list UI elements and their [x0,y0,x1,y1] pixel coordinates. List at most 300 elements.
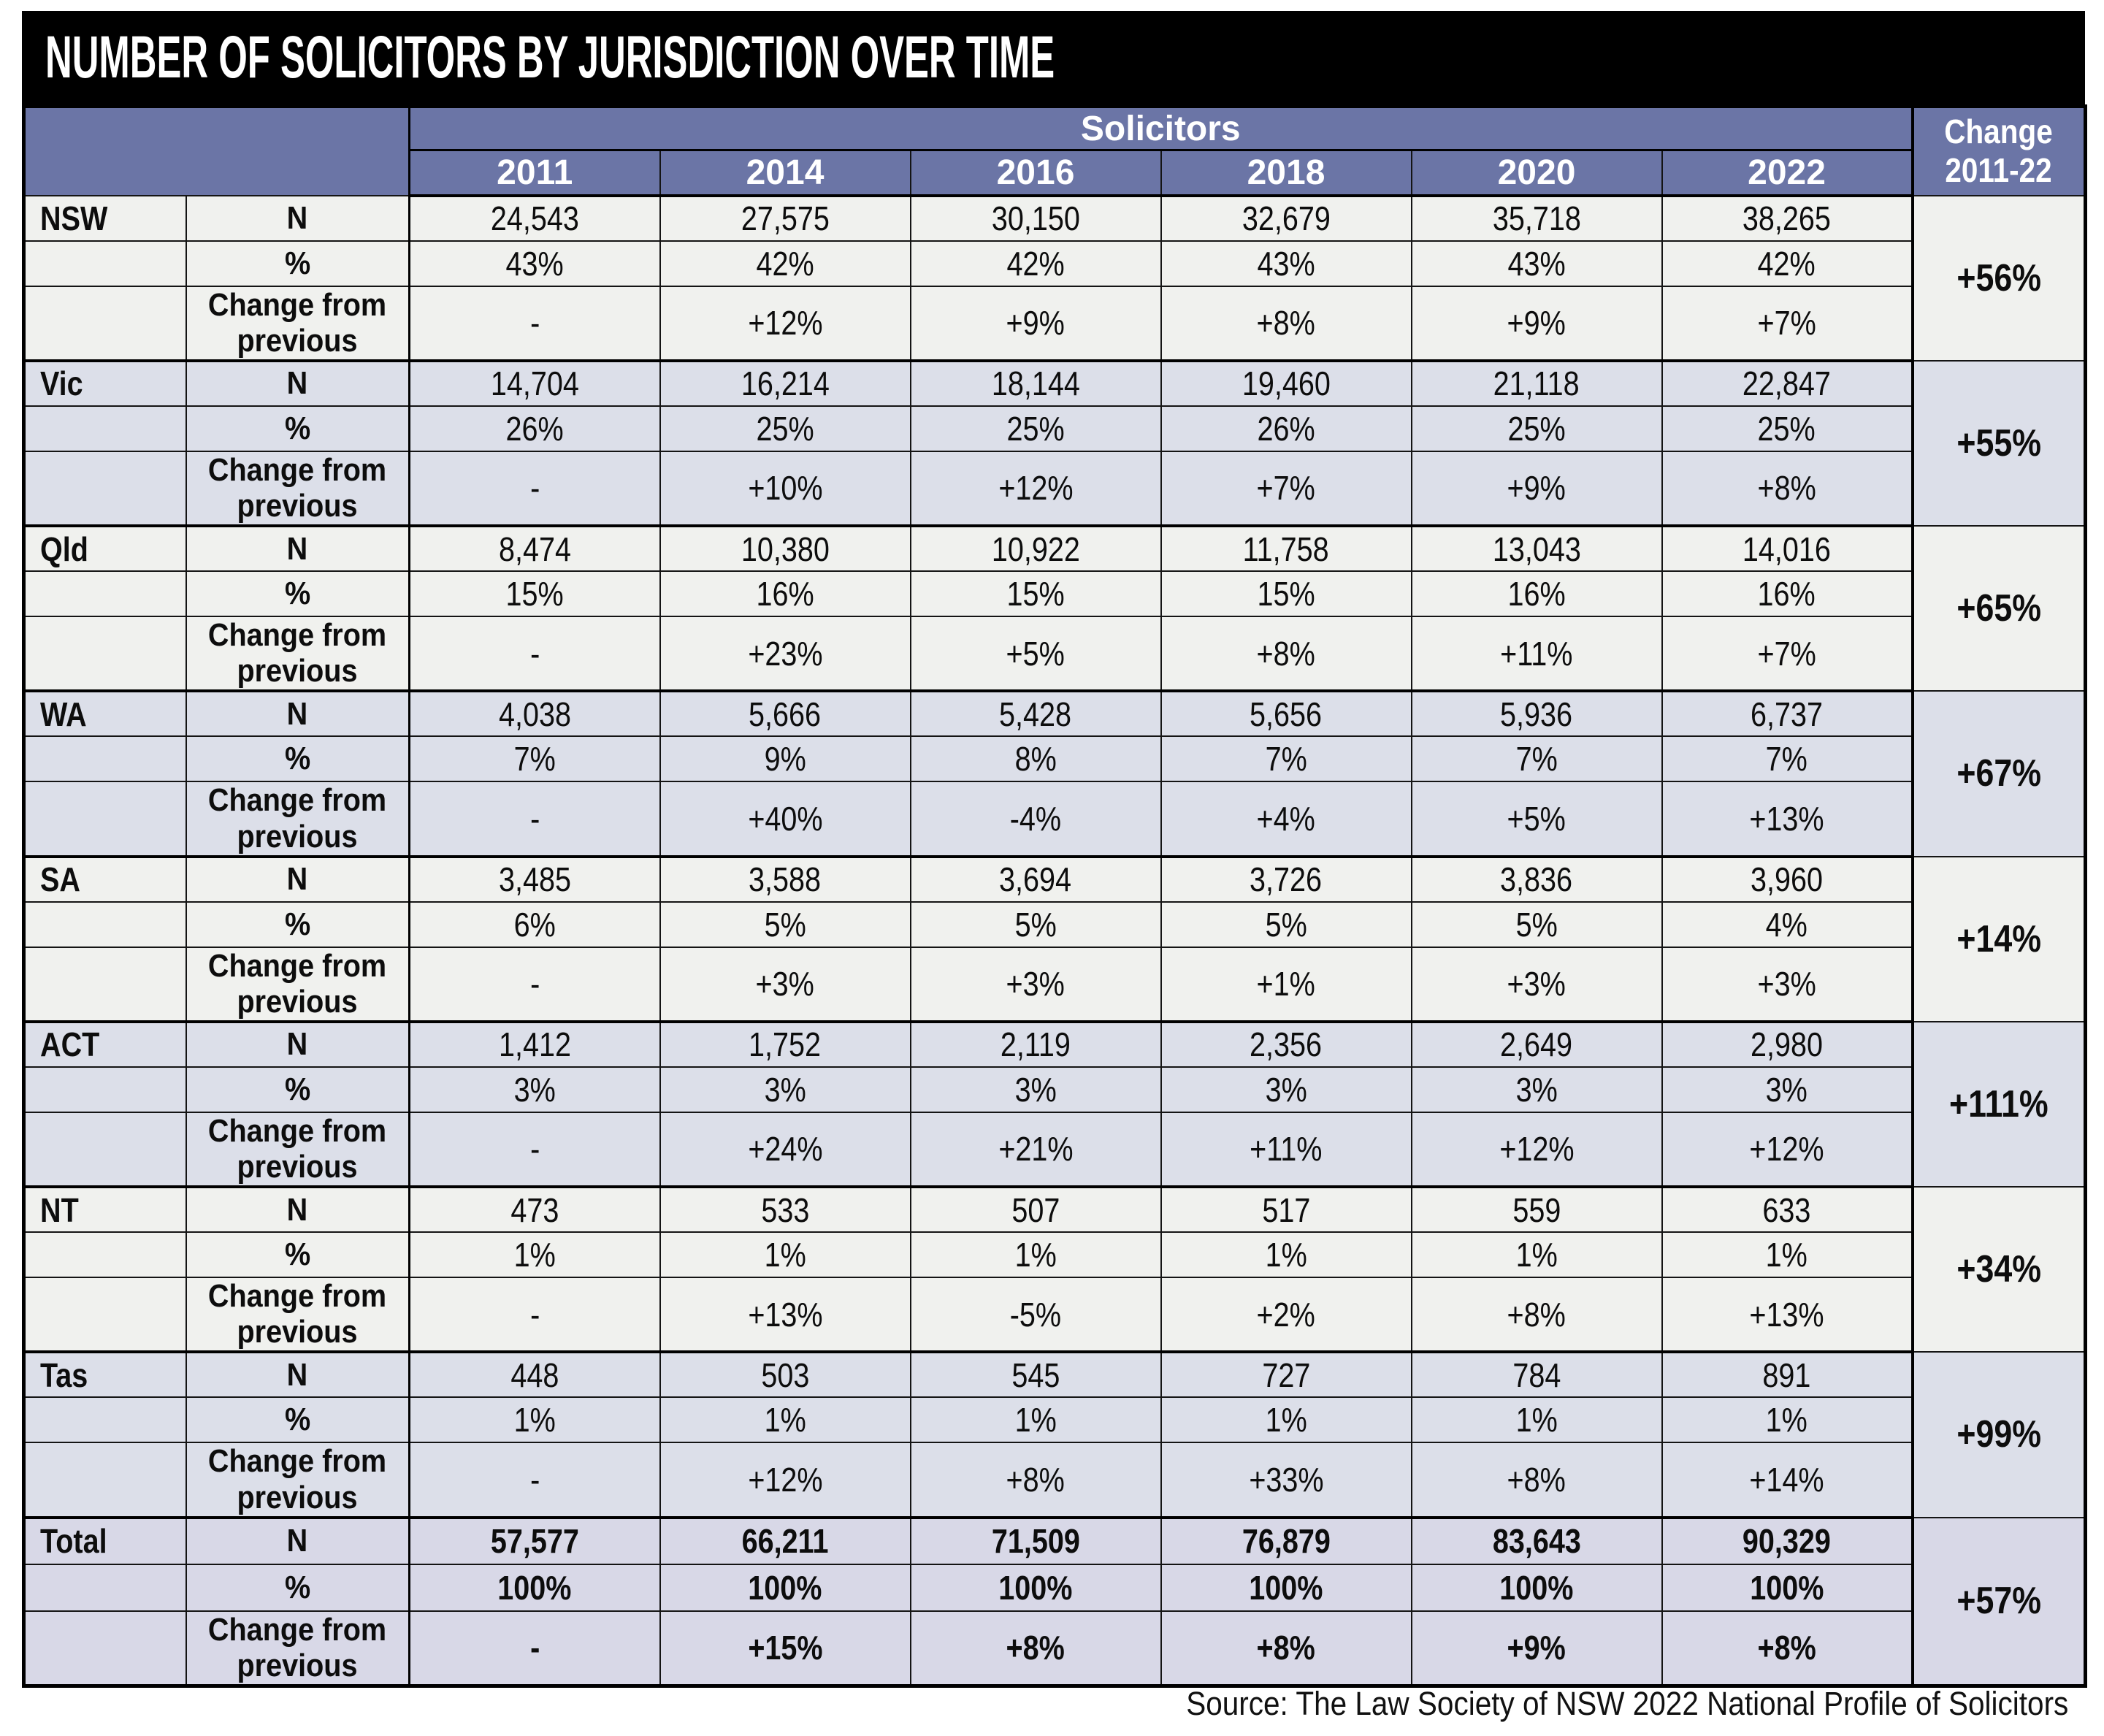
stat-label-pct [186,1564,410,1611]
year-header-label: 2014 [746,153,825,192]
change-value-cell-text: +3% [1006,965,1066,1003]
n-value-cell-text: 5,936 [1500,695,1573,733]
n-value-cell-text: 16,214 [741,364,830,403]
source-note-text: Source: The Law Society of NSW 2022 National Profile of Solicitors [1185,1685,2068,1722]
stat-label-n [186,1518,410,1564]
jurisdiction-label [24,1518,186,1564]
jurisdiction-label-empty [24,571,186,616]
jurisdiction-label-empty [24,736,186,781]
pct-value-cell [410,571,660,616]
change-value-cell-text: +12% [747,304,823,343]
pct-value-cell [1662,736,1913,781]
n-value-cell [1662,361,1913,406]
stat-label-pct-text: % [284,245,310,281]
n-value-cell-text: 6,737 [1751,695,1824,733]
change-value-cell [660,286,911,361]
jurisdiction-label-text: SA [40,860,80,899]
jurisdiction-label-empty [24,1277,186,1352]
n-value-cell [1662,196,1913,241]
year-header-label: 2018 [1247,153,1325,192]
change-value-cell-text: +33% [1248,1460,1324,1499]
stat-label-pct [186,406,410,451]
jurisdiction-label [24,526,186,571]
pct-value-cell-text: 43% [1257,244,1315,283]
change-value-cell [660,1112,911,1187]
stat-label-n [186,1187,410,1232]
table-row-sa-row-p [24,902,2086,947]
change-value-cell-text: +8% [1006,1629,1066,1667]
table-row-act-row-c [24,1112,2086,1187]
stat-label-n-text: N [286,1356,308,1393]
overall-change-cell-text: +111% [1949,1082,2048,1125]
n-value-cell [1662,1352,1913,1397]
stat-label-n-text: N [286,861,308,898]
n-value-cell-text: 10,922 [991,529,1080,568]
n-value-cell [1161,1022,1412,1067]
pct-value-cell [1412,241,1662,286]
n-value-cell [1412,857,1662,902]
change-value-cell [660,781,911,856]
change-value-cell-text: +8% [1256,304,1316,343]
change-value-cell-text: +7% [1757,634,1816,673]
change-value-cell-text: -4% [1009,799,1062,838]
table-row-vic-row-c [24,451,2086,526]
pct-value-cell-text: 5% [764,905,806,944]
pct-value-cell-text: 1% [1765,1236,1808,1274]
change-value-cell-text: +9% [1006,304,1066,343]
overall-change-cell-text: +56% [1956,256,2041,299]
jurisdiction-label [24,196,186,241]
change-value-cell [660,451,911,526]
n-value-cell [1662,1187,1913,1232]
pct-value-cell [660,406,911,451]
stat-label-change-text: Change from previous [208,782,387,854]
table-row-nsw-row-n [24,196,2086,241]
stat-label-n-text: N [286,1191,308,1228]
change-value-cell-text: +9% [1507,304,1566,343]
pct-value-cell [1161,406,1412,451]
pct-value-cell [660,571,911,616]
change-value-cell [1662,781,1913,856]
n-value-cell [410,691,660,736]
overall-change-cell-text: +57% [1956,1580,2041,1623]
change-value-cell [410,781,660,856]
n-value-cell-text: 3,836 [1500,860,1573,899]
stat-label-pct [186,241,410,286]
pct-value-cell [1662,1067,1913,1112]
pct-value-cell-text: 1% [1014,1236,1057,1274]
change-value-cell [660,1442,911,1517]
pct-value-cell-text: 1% [513,1236,556,1274]
n-value-cell-text: 35,718 [1492,199,1581,237]
table-row-nsw-row-c [24,286,2086,361]
change-value-cell-text: +8% [1507,1460,1566,1499]
change-value-cell [911,1277,1161,1352]
pct-value-cell [1161,736,1412,781]
jurisdiction-label-empty [24,902,186,947]
n-value-cell-text: 2,980 [1751,1025,1824,1064]
change-value-cell-text: +13% [1749,799,1824,838]
overall-change-cell [1913,1518,2086,1686]
n-value-cell [1662,526,1913,571]
table-row-wa-row-c [24,781,2086,856]
jurisdiction-label [24,857,186,902]
jurisdiction-label [24,1187,186,1232]
table-title-bar [22,11,2085,104]
jurisdiction-label-empty [24,1564,186,1611]
pct-value-cell [660,1564,911,1611]
pct-value-cell [911,1232,1161,1277]
n-value-cell [911,361,1161,406]
n-value-cell [1412,526,1662,571]
change-value-cell-text: +11% [1500,634,1573,673]
jurisdiction-label-empty [24,616,186,691]
change-value-cell [410,1611,660,1686]
change-value-cell [1161,451,1412,526]
change-value-cell-text: +3% [755,965,815,1003]
change-value-cell-text: +5% [1507,799,1566,838]
change-value-cell-text: +8% [1507,1295,1566,1334]
pct-value-cell [1161,1067,1412,1112]
stat-label-n [186,361,410,406]
n-value-cell-text: 32,679 [1242,199,1331,237]
change-value-cell-text: +40% [747,799,823,838]
stat-label-change-text: Change from previous [208,947,387,1020]
change-value-cell-text: +8% [1757,1629,1816,1667]
change-value-cell-text: +13% [747,1295,823,1334]
pct-value-cell-text: 26% [1257,409,1315,448]
n-value-cell-text: 473 [510,1190,559,1229]
pct-value-cell-text: 3% [1265,1070,1307,1109]
jurisdiction-label [24,1022,186,1067]
n-value-cell-text: 19,460 [1242,364,1331,403]
stat-label-pct [186,571,410,616]
n-value-cell [660,196,911,241]
n-value-cell-text: 545 [1011,1355,1060,1394]
change-value-cell-text: +9% [1507,469,1566,508]
change-value-cell [1412,616,1662,691]
pct-value-cell-text: 1% [1515,1236,1558,1274]
overall-change-cell [1913,1187,2086,1352]
change-value-cell-text: +3% [1507,965,1566,1003]
table-row-act-row-n [24,1022,2086,1067]
n-value-cell-text: 13,043 [1492,529,1581,568]
year-header-label: 2011 [497,153,573,192]
overall-change-cell-text: +99% [1956,1413,2041,1456]
pct-value-cell-text: 7% [1265,740,1307,779]
change-value-cell-text: - [529,1629,540,1667]
pct-value-cell-text: 8% [1014,740,1057,779]
n-value-cell-text: 1,412 [498,1025,571,1064]
pct-value-cell [1161,571,1412,616]
pct-value-cell-text: 25% [1757,409,1816,448]
change-value-cell [410,451,660,526]
n-value-cell [1412,196,1662,241]
change-value-cell [660,616,911,691]
table-row-qld-row-c [24,616,2086,691]
year-header-2014 [660,150,911,196]
change-value-cell-text: - [529,634,540,673]
table-row-tas-row-c [24,1442,2086,1517]
pct-value-cell-text: 1% [764,1401,806,1439]
change-value-cell [1161,1442,1412,1517]
header-row-group [24,107,2086,150]
pct-value-cell [1412,902,1662,947]
n-value-cell-text: 3,726 [1250,860,1323,899]
stat-label-pct-text: % [284,906,310,942]
year-header-2016 [911,150,1161,196]
change-value-cell [410,1277,660,1352]
change-value-cell [1662,616,1913,691]
stat-label-change-text: Change from previous [208,1611,387,1683]
n-value-cell [911,196,1161,241]
stat-label-n [186,526,410,571]
pct-value-cell-text: 1% [1014,1401,1057,1439]
solicitors-table-sheet [22,11,2085,1722]
pct-value-cell-text: 5% [1265,905,1307,944]
n-value-cell [1412,1022,1662,1067]
n-value-cell [410,361,660,406]
table-row-vic-row-n [24,361,2086,406]
year-header-2011 [410,150,660,196]
n-value-cell-text: 57,577 [490,1522,579,1561]
table-row-tas-row-n [24,1352,2086,1397]
stat-label-pct [186,902,410,947]
pct-value-cell [1412,1232,1662,1277]
jurisdiction-label-text: NT [40,1190,79,1229]
table-row-tas-row-p [24,1397,2086,1442]
change-value-cell [660,1611,911,1686]
change-value-cell [911,1112,1161,1187]
stat-label-change [186,1611,410,1686]
jurisdiction-label-empty [24,1232,186,1277]
n-value-cell [911,1187,1161,1232]
n-value-cell [1412,1352,1662,1397]
table-row-total-row-n [24,1518,2086,1564]
n-value-cell-text: 2,119 [1000,1025,1071,1064]
page-title: NUMBER OF SOLICITORS BY JURISDICTION OVER TIME [45,24,1055,91]
pct-value-cell [660,1067,911,1112]
pct-value-cell-text: 5% [1014,905,1057,944]
stat-label-change-text: Change from previous [208,1112,387,1185]
change-value-cell-text: +5% [1006,634,1066,673]
stat-label-pct [186,1067,410,1112]
pct-value-cell [911,571,1161,616]
overall-change-cell-text: +67% [1956,752,2041,795]
change-value-cell [1412,1112,1662,1187]
change-value-cell-text: +8% [1006,1460,1066,1499]
overall-change-cell-text: +65% [1956,587,2041,630]
change-value-cell-text: +12% [1499,1130,1575,1169]
n-value-cell [1412,361,1662,406]
pct-value-cell-text: 43% [1507,244,1566,283]
n-value-cell [410,1022,660,1067]
n-value-cell-text: 517 [1261,1190,1311,1229]
pct-value-cell [911,736,1161,781]
stat-label-change-text: Change from previous [208,286,387,359]
jurisdiction-label [24,361,186,406]
n-value-cell-text: 633 [1762,1190,1811,1229]
stat-label-n-text: N [286,695,308,732]
change-value-cell [1662,1442,1913,1517]
stat-label-n-text: N [286,365,308,402]
overall-change-cell [1913,361,2086,526]
overall-change-cell-text: +34% [1956,1248,2041,1291]
change-value-cell-text: +9% [1507,1629,1566,1667]
stat-label-pct-text: % [284,741,310,777]
pct-value-cell [660,241,911,286]
stat-label-n-text: N [286,199,308,236]
n-value-cell-text: 3,960 [1751,860,1824,899]
n-value-cell-text: 18,144 [991,364,1080,403]
pct-value-cell-text: 1% [1265,1236,1307,1274]
stat-label-n [186,1022,410,1067]
n-value-cell [410,1518,660,1564]
overall-change-cell [1913,196,2086,361]
change-value-cell-text: +12% [998,469,1074,508]
change-value-cell [410,616,660,691]
stat-label-n [186,691,410,736]
n-value-cell [1161,857,1412,902]
n-value-cell [660,857,911,902]
n-value-cell [911,1022,1161,1067]
year-header-label: 2016 [996,153,1075,192]
n-value-cell-text: 559 [1512,1190,1561,1229]
n-value-cell-text: 784 [1512,1355,1561,1394]
n-value-cell-text: 533 [760,1190,810,1229]
n-value-cell [660,1187,911,1232]
change-value-cell [410,1442,660,1517]
n-value-cell [1161,196,1412,241]
stat-label-change [186,781,410,856]
pct-value-cell-text: 9% [764,740,806,779]
pct-value-cell [911,1397,1161,1442]
pct-value-cell [1662,241,1913,286]
jurisdiction-label-empty [24,1442,186,1517]
pct-value-cell [410,1397,660,1442]
change-value-cell-text: +11% [1250,1130,1323,1169]
n-value-cell [911,857,1161,902]
change-value-cell [1662,286,1913,361]
n-value-cell [1662,1022,1913,1067]
change-value-cell [1412,451,1662,526]
change-value-cell-text: - [529,965,540,1003]
change-value-cell [1662,1277,1913,1352]
pct-value-cell-text: 100% [748,1568,822,1607]
overall-change-cell [1913,857,2086,1022]
pct-value-cell [410,1564,660,1611]
n-value-cell-text: 22,847 [1743,364,1832,403]
pct-value-cell-text: 16% [1507,575,1566,613]
jurisdiction-label-text: ACT [40,1025,100,1064]
n-value-cell [1161,361,1412,406]
year-header-2022 [1662,150,1913,196]
pct-value-cell-text: 25% [756,409,814,448]
pct-value-cell [410,1232,660,1277]
year-header-label: 2022 [1748,153,1826,192]
header-corner-cell [24,107,410,196]
change-value-cell [410,286,660,361]
change-value-cell [1662,1611,1913,1686]
n-value-cell-text: 507 [1011,1190,1060,1229]
pct-value-cell-text: 43% [505,244,564,283]
pct-value-cell-text: 3% [764,1070,806,1109]
pct-value-cell [911,902,1161,947]
pct-value-cell-text: 15% [1257,575,1315,613]
n-value-cell-text: 14,016 [1743,529,1832,568]
change-value-cell [1161,1611,1412,1686]
pct-value-cell [1161,241,1412,286]
n-value-cell [1662,1518,1913,1564]
change-value-cell [1412,1277,1662,1352]
change-value-cell-text: +21% [998,1130,1074,1169]
n-value-cell [1161,526,1412,571]
n-value-cell [1161,1187,1412,1232]
n-value-cell [1161,1352,1412,1397]
pct-value-cell-text: 100% [1499,1568,1574,1607]
pct-value-cell [410,736,660,781]
n-value-cell [911,691,1161,736]
change-value-cell [1412,947,1662,1022]
pct-value-cell-text: 42% [756,244,814,283]
jurisdiction-label-empty [24,286,186,361]
n-value-cell-text: 4,038 [498,695,571,733]
n-value-cell-text: 27,575 [741,199,830,237]
n-value-cell [1412,1187,1662,1232]
jurisdiction-label-text: Qld [40,529,88,568]
n-value-cell-text: 3,485 [498,860,571,899]
n-value-cell [410,857,660,902]
pct-value-cell [1412,1397,1662,1442]
change-value-cell [1161,947,1412,1022]
change-value-cell [1412,1611,1662,1686]
change-value-cell [1662,1112,1913,1187]
stat-label-pct [186,1397,410,1442]
pct-value-cell [410,1067,660,1112]
n-value-cell-text: 83,643 [1492,1522,1581,1561]
pct-value-cell-text: 42% [1757,244,1816,283]
change-column-header [1913,107,2086,196]
n-value-cell [1412,1518,1662,1564]
n-value-cell-text: 5,428 [999,695,1072,733]
change-value-cell [911,1611,1161,1686]
n-value-cell-text: 90,329 [1743,1522,1832,1561]
pct-value-cell [1161,1564,1412,1611]
stat-label-change-text: Change from previous [208,451,387,524]
table-row-total-row-p [24,1564,2086,1611]
pct-value-cell-text: 1% [1765,1401,1808,1439]
stat-label-change-text: Change from previous [208,1443,387,1515]
jurisdiction-label [24,691,186,736]
change-value-cell [410,947,660,1022]
n-value-cell [410,1352,660,1397]
year-header-2020 [1412,150,1662,196]
stat-label-pct-text: % [284,1402,310,1438]
pct-value-cell [660,1397,911,1442]
pct-value-cell [410,241,660,286]
solicitors-group-header [410,107,1913,150]
pct-value-cell [1412,571,1662,616]
jurisdiction-label [24,1352,186,1397]
change-value-cell-text: - [529,1130,540,1169]
year-header-2018 [1161,150,1412,196]
pct-value-cell-text: 26% [505,409,564,448]
change-value-cell-text: +2% [1256,1295,1316,1334]
source-note [5,1685,2068,1723]
pct-value-cell [410,406,660,451]
n-value-cell [660,1022,911,1067]
change-value-cell [1161,781,1412,856]
